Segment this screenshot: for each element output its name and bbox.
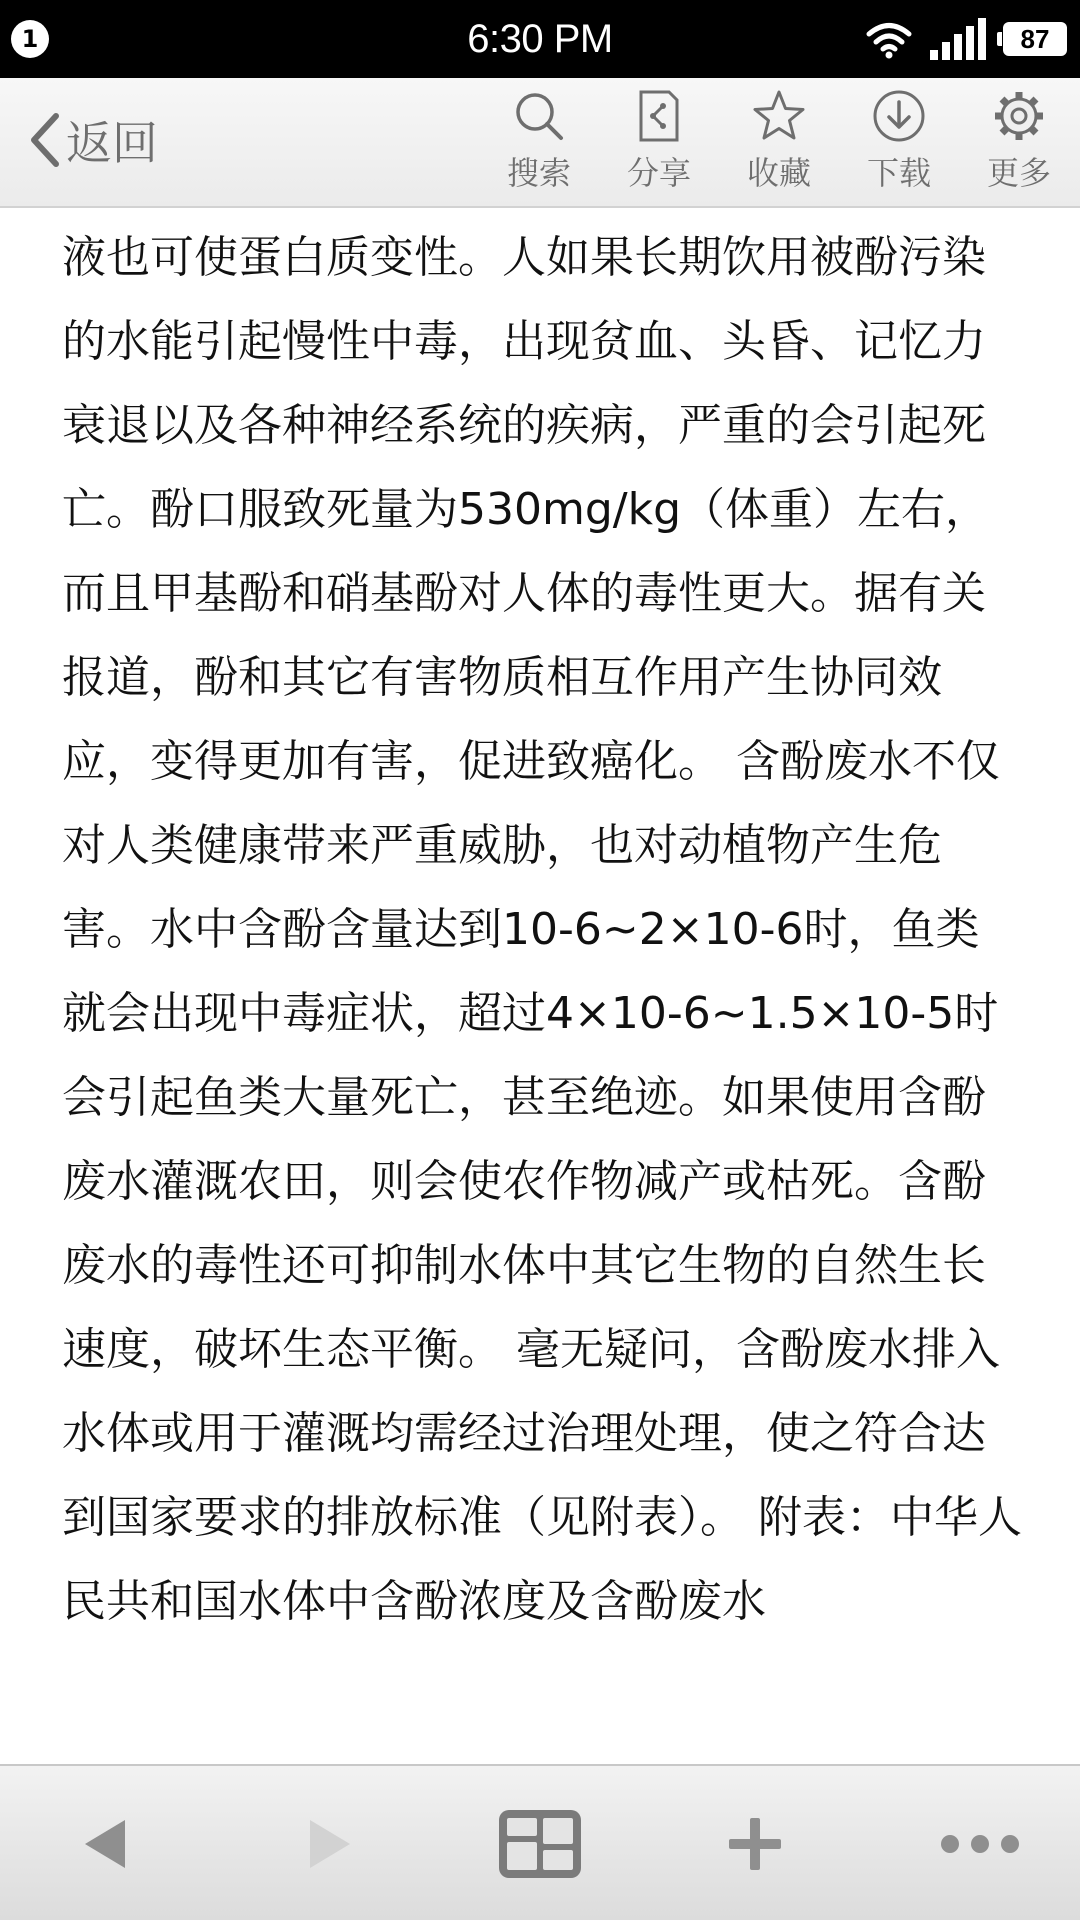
signal-strength-icon [930, 18, 990, 60]
article-content [0, 208, 1080, 1764]
back-label: 返回 [66, 116, 158, 170]
share-icon [631, 88, 687, 144]
add-icon [727, 1816, 783, 1872]
article-body: 液也可使蛋白质变性。人如果长期饮用被酚污染的水能引起慢性中毒，出现贫血、头昏、记忆力衰退以及各种神经系统的疾病，严重的会引起死亡。酚口服致死量为530mg/kg（体重）左右，而且甲基酚和硝基酚对人体的毒性更大。据有关报道，酚和其它有害物质相互作用产生协同效应，变得更加有害，促进致癌化。 含酚废水不仅对人类健康带来严重威胁，也对动植物产生危害。水中含酚含量达到10-6~2×10-6时，鱼类就会出现中毒症状，超过4×10-6~1.5×10-5时会引起鱼类大量死亡，甚至绝迹。如果使用含酚废水灌溉农田，则会使农作物减产或枯死。含酚废水的毒性还可抑制水体中其它生物的自然生长速度，破坏生态平衡。 毫无疑问，含酚废水排入水体或用于灌溉均需经过治理处理，使之符合达到国家要求的排放标准（见附表）。 附表：中华人民共和国水体中含酚浓度及含酚废水 [62, 232, 1022, 1627]
star-icon [751, 88, 807, 144]
back-arrow-icon [79, 1816, 131, 1872]
forward-page-button[interactable] [275, 1766, 385, 1922]
favorite-button[interactable] [724, 88, 834, 200]
notification-badge: 1 [11, 20, 49, 58]
tabs-button[interactable] [490, 1766, 590, 1922]
tabs-icon [498, 1809, 582, 1879]
search-icon [511, 88, 567, 144]
download-icon [871, 88, 927, 144]
back-page-button[interactable] [50, 1766, 160, 1922]
nav-toolbar [0, 78, 1080, 208]
search-button[interactable] [484, 88, 594, 200]
battery-level: 87 [1020, 24, 1050, 54]
download-button[interactable] [844, 88, 954, 200]
menu-button[interactable] [920, 1766, 1040, 1922]
share-label: 分享 [626, 154, 691, 192]
more-button[interactable] [964, 88, 1074, 200]
gear-icon [991, 88, 1047, 144]
download-label: 下载 [866, 154, 931, 192]
chevron-left-icon [28, 112, 62, 168]
share-button[interactable] [604, 88, 714, 200]
more-label: 更多 [986, 154, 1051, 192]
new-tab-button[interactable] [705, 1766, 805, 1922]
bottom-toolbar [0, 1764, 1080, 1920]
wifi-icon [866, 21, 912, 59]
battery-indicator [1003, 22, 1067, 56]
more-dots-icon [938, 1832, 1022, 1856]
status-bar [0, 0, 1080, 78]
forward-arrow-icon [304, 1816, 356, 1872]
status-time: 6:30 PM [467, 17, 613, 61]
search-label: 搜索 [506, 154, 571, 192]
back-button[interactable] [28, 100, 158, 180]
favorite-label: 收藏 [746, 154, 811, 192]
